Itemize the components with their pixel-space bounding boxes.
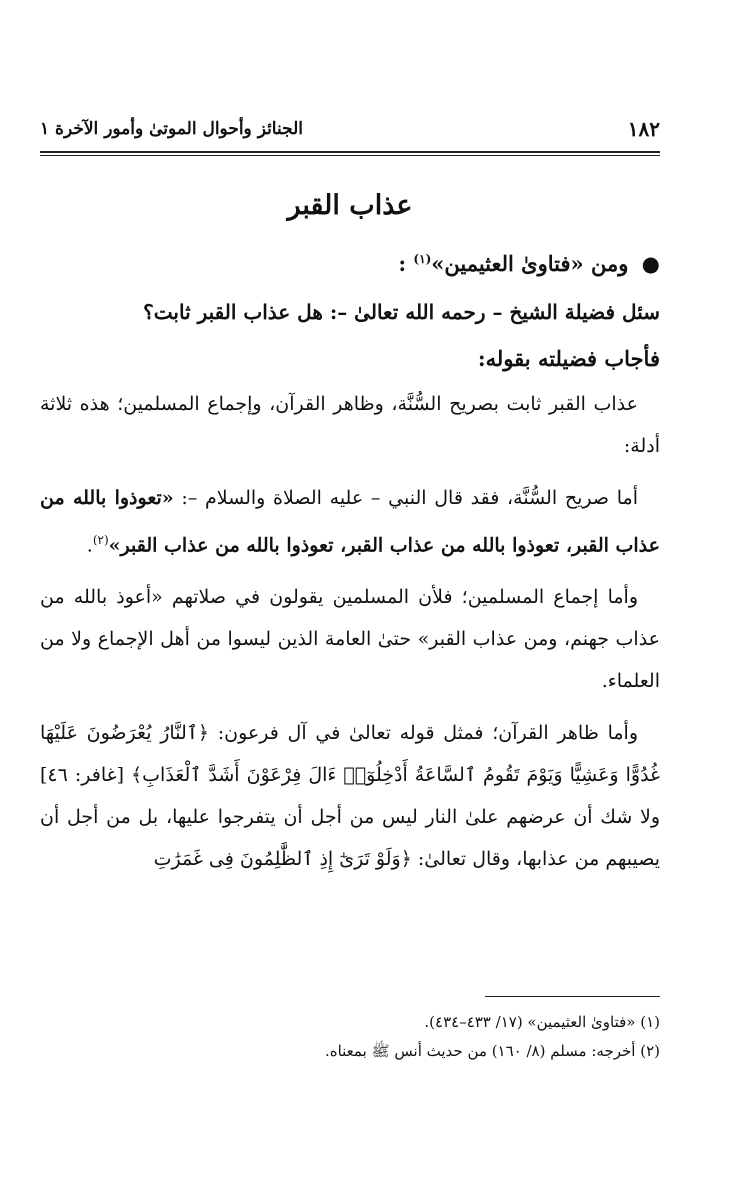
source-text: ومن «فتاوىٰ العثيمين» xyxy=(431,251,629,276)
sunnah-end: . xyxy=(86,534,93,557)
footnote-1: (١) «فتاوىٰ العثيمين» (١٧/ ٤٣٣–٤٣٤). xyxy=(424,1013,660,1031)
source-line xyxy=(40,251,660,276)
paragraph-evidence-intro: عذاب القبر ثابت بصريح السُّنَّة، وظاهر القرآن، وإجماع المسلمين؛ هذه ثلاثة أدلة: xyxy=(40,393,660,457)
sunnah-intro: أما صريح السُّنَّة، فقد قال النبي – عليه الصلاة والسلام –: xyxy=(173,487,638,509)
footnote-ref-1: (١) xyxy=(413,252,432,266)
paragraph-consensus: وأما إجماع المسلمين؛ فلأن المسلمين يقولون في صلاتهم «أعوذ بالله من عذاب جهنم، ومن عذاب القبر» حتىٰ العامة الذين ليسوا من أهل الإجماع ولا من العلماء. xyxy=(40,586,660,693)
page-header xyxy=(40,112,660,146)
hadith-quote: «تعوذوا بالله من عذاب القبر، تعوذوا بالله من عذاب القبر، تعوذوا بالله من عذاب القبر» xyxy=(40,487,660,557)
answer-intro: فأجاب فضيلته بقوله: xyxy=(477,346,660,371)
page-number: ١٨٢ xyxy=(627,117,660,141)
footnote-ref-2: (٢) xyxy=(92,533,109,547)
footnotes xyxy=(40,1008,660,1066)
paragraph-quran: وأما ظاهر القرآن؛ فمثل قوله تعالىٰ في آل فرعون: ﴿ٱلنَّارُ يُعْرَضُونَ عَلَيْهَا غُدُوًّا وَعَشِيًّا وَيَوْمَ تَقُومُ ٱلسَّاعَةُ أَدْخِلُوٓا۟ ءَالَ فِرْعَوْنَ أَشَدَّ ٱلْعَذَابِ﴾ [غافر: ٤٦] ولا شك أن عرضهم علىٰ النار ليس من أجل أن يتفرجوا عليها، بل من أجل أن يصيبهم من عذابها، وقال تعالىٰ: ﴿وَلَوْ تَرَىٰٓ إِذِ ٱلظَّٰلِمُونَ فِى غَمَرَٰتِ xyxy=(40,722,660,871)
footnote-rule xyxy=(485,996,660,997)
footnote-2: (٢) أخرجه: مسلم (٨/ ١٦٠) من حديث أنس ﷺ بمعناه. xyxy=(324,1042,660,1060)
running-title: الجنائز وأحوال الموتىٰ وأمور الآخرة ١ xyxy=(40,119,303,139)
page-body xyxy=(40,190,660,890)
source-colon: : xyxy=(398,251,407,276)
question: سئل فضيلة الشيخ – رحمه الله تعالىٰ –: هل عذاب القبر ثابت؟ xyxy=(143,300,660,324)
bullet-icon: ● xyxy=(641,251,660,276)
header-rule xyxy=(40,151,660,153)
section-title: عذاب القبر xyxy=(287,190,413,221)
paragraph-sunnah xyxy=(40,477,660,566)
header-rule-thin xyxy=(40,155,660,156)
